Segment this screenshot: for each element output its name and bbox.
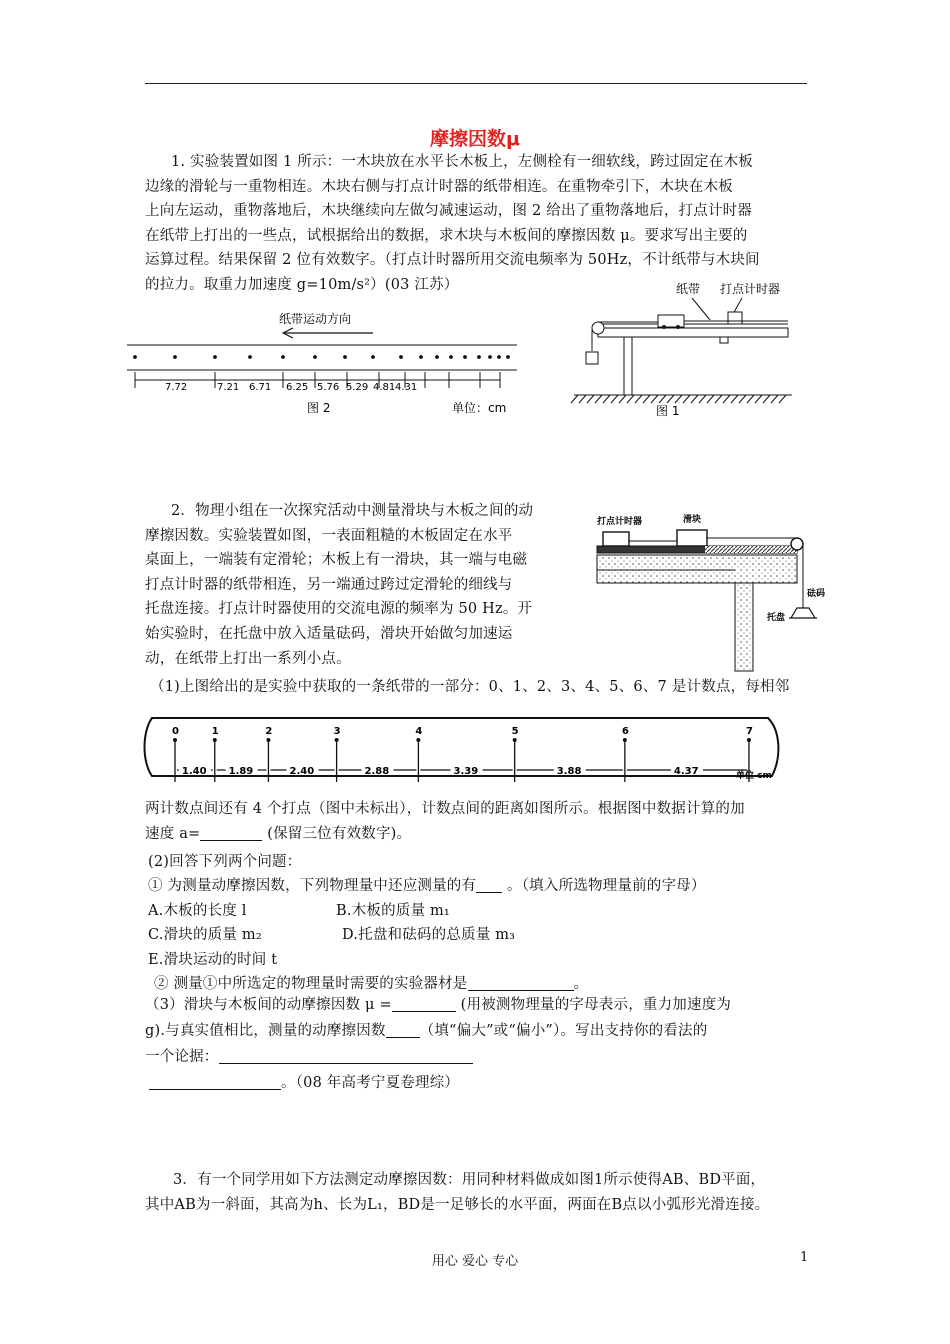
- part3-line-3: [145, 1044, 815, 1070]
- q2-after-tape-1: 两计数点间还有 4 个打点（图中未标出），计数点间的距离如图所示。根据图中数据计算的加: [145, 801, 745, 817]
- count-point: [173, 738, 177, 742]
- table-leg: [720, 337, 728, 343]
- distance-label: 1.40: [181, 766, 207, 777]
- hatch-mark: [763, 395, 770, 403]
- hatch-mark: [675, 395, 682, 403]
- weight: [586, 352, 598, 364]
- count-point-label: 5: [511, 726, 519, 737]
- options-row-1: [148, 899, 818, 923]
- part2-q1: [148, 874, 818, 898]
- distance-label: 3.88: [556, 766, 582, 777]
- part2-q1-text: ① 为测量动摩擦因数，下列物理量中还应测量的有: [148, 878, 477, 895]
- wooden-block: [658, 315, 684, 327]
- count-point-label: 3: [333, 726, 341, 737]
- count-point: [513, 738, 517, 742]
- q2-part2: [148, 850, 818, 996]
- acceleration-note: (保留三位有效数字)。: [262, 825, 412, 842]
- count-point: [266, 738, 270, 742]
- leader-tape: [692, 298, 710, 320]
- hatch-mark: [611, 395, 618, 403]
- desk-leg: [735, 583, 753, 671]
- q1-line: 的拉力。取重力加速度 g=10m/s²）(03 江苏）: [145, 276, 459, 293]
- distance-label: 3.39: [453, 766, 479, 777]
- slider-block: [677, 530, 707, 546]
- tape-direction-label: 纸带运动方向: [279, 312, 352, 326]
- q2-line: 动，在纸带上打出一系列小点。: [145, 650, 351, 667]
- acceleration-blank[interactable]: [200, 826, 262, 841]
- option-b: B.木板的质量 m₁: [336, 902, 450, 919]
- q2-tape-figure: [140, 710, 790, 792]
- hatch-mark: [779, 395, 786, 403]
- tape-dot: [248, 355, 252, 359]
- part2-q2-blank[interactable]: [468, 976, 574, 991]
- mu-blank[interactable]: [392, 997, 456, 1012]
- q2-part3: [145, 992, 815, 1096]
- hatch-mark: [579, 395, 586, 403]
- tape-dot: [435, 355, 439, 359]
- timer-box: [728, 312, 742, 324]
- hatch-mark: [731, 395, 738, 403]
- tape-dot: [281, 355, 285, 359]
- hatch-mark: [771, 395, 778, 403]
- hatch-mark: [723, 395, 730, 403]
- hatch-mark: [651, 395, 658, 403]
- header-rule: [145, 83, 807, 84]
- count-point-label: 0: [172, 726, 179, 737]
- q2-body: [145, 797, 815, 846]
- figure-1-apparatus: [570, 278, 810, 423]
- hatch-mark: [635, 395, 642, 403]
- count-point: [213, 738, 217, 742]
- part3-line-4: [145, 1070, 815, 1096]
- ground-hatch: [571, 395, 786, 403]
- figure-1-caption: 图 1: [656, 404, 680, 418]
- label-timer-q2: 打点计时器: [597, 517, 643, 527]
- label-timer: 打点计时器: [720, 282, 781, 296]
- count-point: [623, 738, 627, 742]
- label-tape: 纸带: [676, 282, 701, 296]
- block-wheel: [676, 325, 680, 329]
- acceleration-label: 速度 a=: [145, 825, 201, 842]
- part2-q1-blank[interactable]: [476, 878, 502, 893]
- hatch-mark: [715, 395, 722, 403]
- q1-line: 运算过程。结果保留 2 位有效数字。（打点计时器所用交流电频率为 50Hz，不计纸带与木块间: [145, 252, 760, 269]
- distance-label: 2.40: [289, 766, 315, 777]
- q2-part1-line: （1)上图给出的是实验中获取的一条纸带的一部分：0、1、2、3、4、5、6、7 是计数点，每相邻: [150, 679, 790, 695]
- tape-dot: [343, 355, 347, 359]
- tape-dimensions: [135, 372, 500, 393]
- hatch-mark: [667, 395, 674, 403]
- hatch-mark: [691, 395, 698, 403]
- count-point-label: 6: [621, 726, 629, 737]
- bias-blank[interactable]: [386, 1023, 420, 1038]
- tape-dot: [173, 355, 177, 359]
- q2-line: 2．物理小组在一次探究活动中测量滑块与木板之间的动: [171, 503, 534, 519]
- segment-label: 7.21: [217, 382, 240, 393]
- option-c: C.滑块的质量 m₂: [148, 927, 262, 944]
- tray: [791, 608, 815, 618]
- tape-dots: [133, 355, 510, 359]
- segment-label: 7.72: [165, 382, 188, 393]
- tape-dot: [488, 355, 492, 359]
- part2-q2-text: ② 测量①中所选定的物理量时需要的实验器材是: [154, 976, 468, 993]
- q2-line: 始实验时，在托盘中放入适量砝码，滑块开始做匀加速运: [145, 625, 513, 642]
- tape-dot: [371, 355, 375, 359]
- tape-dot: [419, 355, 423, 359]
- segment-label: 6.25: [286, 382, 309, 393]
- label-slider: 滑块: [683, 515, 702, 525]
- q3-line-2: 其中AB为一斜面，其高为h、长为L₁，BD是一足够长的水平面，两面在B点以小弧形光滑连接。: [145, 1197, 770, 1213]
- part3-text-1: （3）滑块与木板间的动摩擦因数 μ =: [145, 997, 392, 1013]
- q3-line-1: 3．有一个同学用如下方法测定动摩擦因数：用同种材料做成如图1所示使得AB、BD平面，: [173, 1172, 766, 1188]
- tape-dot: [506, 355, 510, 359]
- hatch-mark: [747, 395, 754, 403]
- count-point-label: 2: [265, 726, 273, 737]
- options-row-2: [148, 923, 818, 947]
- q1-line: 边缘的滑轮与一重物相连。木块右侧与打点计时器的纸带相连。在重物牵引下，木块在木板: [145, 178, 733, 195]
- distance-label: 1.89: [228, 766, 254, 777]
- option-d: D.托盘和砝码的总质量 m₃: [342, 927, 516, 944]
- page-title: 摩擦因数μ: [430, 128, 520, 150]
- tape-dot: [313, 355, 317, 359]
- pulley: [592, 322, 604, 334]
- count-point: [335, 738, 339, 742]
- count-point: [747, 738, 751, 742]
- table-leg: [624, 337, 632, 395]
- source-tag: 。（08 年高考宁夏卷理综）: [281, 1075, 460, 1091]
- label-tray: 托盘: [767, 613, 786, 623]
- hatch-mark: [603, 395, 610, 403]
- hatch-mark: [683, 395, 690, 403]
- q2-line: 桌面上，一端装有定滑轮；木板上有一滑块，其一端与电磁: [145, 552, 528, 569]
- option-a: A.木板的长度 l: [148, 902, 247, 919]
- q1-line: 上向左运动，重物落地后，木块继续向左做匀减速运动，图 2 给出了重物落地后，打点计时器: [145, 203, 753, 220]
- segment-label: 6.71: [249, 382, 272, 393]
- argument-blank-1[interactable]: [219, 1049, 473, 1064]
- distance-label: 4.37: [673, 766, 699, 777]
- part2-title: (2)回答下列两个问题：: [148, 854, 302, 870]
- tape-dot: [463, 355, 467, 359]
- footer-center: 用心 爱心 专心: [431, 1254, 519, 1269]
- q3-text: [145, 1168, 825, 1218]
- tape-unit: 单位 cm: [736, 771, 772, 781]
- tape-dot: [213, 355, 217, 359]
- argument-blank-2[interactable]: [149, 1075, 281, 1090]
- page-number: 1: [800, 1250, 809, 1265]
- segment-label: 4.31: [395, 382, 418, 393]
- hatch-mark: [595, 395, 602, 403]
- block-wheel: [662, 325, 666, 329]
- board: [598, 328, 788, 337]
- distance-label: 2.88: [364, 766, 390, 777]
- part2-q1-note: 。（填入所选物理量前的字母）: [502, 878, 706, 895]
- segment-label: 4.81: [373, 382, 396, 393]
- q1-text: [145, 150, 815, 298]
- figure-2-caption: 图 2: [307, 401, 331, 415]
- pulley-q2: [791, 538, 803, 550]
- figure-2-tape: [125, 300, 525, 420]
- part3-line-1: [145, 992, 815, 1018]
- hatch-mark: [627, 395, 634, 403]
- q2-line: 摩擦因数。实验装置如图，一表面粗糙的木板固定在水平: [145, 527, 513, 544]
- part3-text-2: g).与真实值相比，测量的动摩擦因数: [145, 1023, 386, 1039]
- q2-line: 托盘连接。打点计时器使用的交流电源的频率为 50 Hz。开: [145, 601, 533, 618]
- hatch-mark: [571, 395, 578, 403]
- hatch-mark: [659, 395, 666, 403]
- tape-dot: [133, 355, 137, 359]
- tape-dot: [497, 355, 501, 359]
- hatch-mark: [707, 395, 714, 403]
- q2-apparatus-figure: [595, 508, 830, 673]
- part2-q2-end: 。: [573, 976, 589, 993]
- q1-line: 1. 实验装置如图 1 所示：一木块放在水平长木板上，左侧栓有一细软线，跨过固定在木板: [171, 154, 753, 170]
- part3-note-2: （填“偏大”或“偏小”）。写出支持你的看法的: [419, 1023, 708, 1039]
- count-point-label: 4: [415, 726, 423, 737]
- desk-top: [597, 555, 797, 583]
- hatch-mark: [587, 395, 594, 403]
- q2-intro: [145, 499, 585, 671]
- figure-2-unit: 单位：cm: [452, 401, 507, 415]
- q2-line: 打点计时器的纸带相连，另一端通过跨过定滑轮的细线与: [145, 576, 513, 593]
- q2-after-tape-2: [145, 822, 815, 847]
- part3-note-1: (用被测物理量的字母表示，重力加速度为: [455, 997, 732, 1013]
- tape-dot: [449, 355, 453, 359]
- count-point-label: 1: [211, 726, 219, 737]
- hatch-mark: [643, 395, 650, 403]
- board-q2-top: [705, 546, 797, 553]
- hatch-mark: [739, 395, 746, 403]
- label-weights: 砝码: [807, 589, 826, 599]
- count-point: [416, 738, 420, 742]
- count-point-label: 7: [745, 726, 753, 737]
- q1-line: 在纸带上打出的一些点，试根据给出的数据，求木块与木板间的摩擦因数 μ。要求写出主要的: [145, 227, 748, 244]
- hatch-mark: [755, 395, 762, 403]
- segment-label: 5.76: [317, 382, 340, 393]
- option-e: E.滑块运动的时间 t: [148, 951, 278, 968]
- timer-box-q2: [603, 532, 629, 546]
- hatch-mark: [619, 395, 626, 403]
- hatch-mark: [699, 395, 706, 403]
- tape-dot: [477, 355, 481, 359]
- tape-dot: [399, 355, 403, 359]
- part3-argument-label: 一个论据：: [145, 1049, 219, 1065]
- segment-label: 5.29: [346, 382, 369, 393]
- part3-line-2: [145, 1018, 815, 1044]
